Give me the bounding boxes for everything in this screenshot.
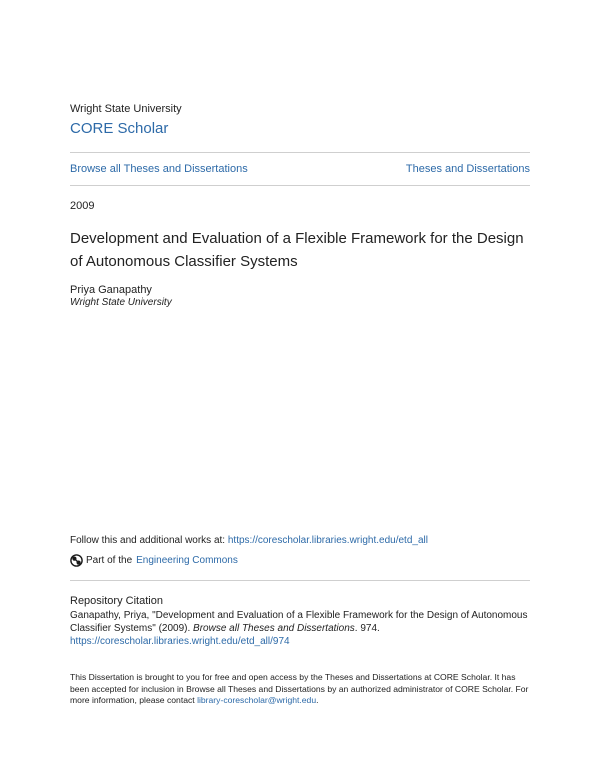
notice-end: . — [316, 695, 319, 705]
theses-dissertations-link[interactable]: Theses and Dissertations — [405, 163, 530, 175]
publication-year: 2009 — [70, 200, 95, 212]
citation-number: . 974. — [354, 623, 380, 634]
contact-email-link[interactable]: library-corescholar@wright.edu — [197, 695, 317, 705]
commons-network-icon — [70, 554, 83, 567]
document-title: Development and Evaluation of a Flexible Framework for the Design of Autonomous Classifier Systems — [70, 230, 524, 270]
repository-link[interactable]: CORE Scholar — [70, 120, 169, 137]
divider — [70, 152, 530, 153]
browse-all-link[interactable]: Browse all Theses and Dissertations — [70, 163, 248, 175]
divider — [70, 580, 530, 581]
engineering-commons-link[interactable]: Engineering Commons — [136, 555, 238, 566]
citation-url-link[interactable]: https://corescholar.libraries.wright.edu/etd_all/974 — [70, 636, 290, 647]
institution-name: Wright State University — [70, 103, 182, 115]
citation-main: Ganapathy, Priya, "Development and Evaluation of a Flexible Framework for the Design of Autonomous Classifier Systems" (2009). — [70, 610, 528, 634]
citation-series: Browse all Theses and Dissertations — [193, 623, 355, 634]
part-of-line — [70, 554, 238, 567]
part-of-prefix: Part of the — [86, 555, 133, 566]
follow-url-link[interactable]: https://corescholar.libraries.wright.edu/etd_all — [227, 535, 428, 546]
author-name: Priya Ganapathy — [70, 284, 152, 296]
follow-prefix: Follow this and additional works at: — [70, 535, 228, 546]
notice-text: This Dissertation is brought to you for free and open access by the Theses and Dissertations at CORE Scholar. It has been accepted for inclusion in Browse all Theses and Dissertations by an authorized administrator of CORE Scholar. For more information, please contact — [70, 672, 529, 705]
access-notice — [70, 672, 532, 707]
author-affiliation: Wright State University — [70, 297, 172, 308]
divider — [70, 185, 530, 186]
follow-line — [70, 535, 428, 546]
citation-text — [70, 609, 532, 648]
citation-heading: Repository Citation — [70, 595, 163, 607]
